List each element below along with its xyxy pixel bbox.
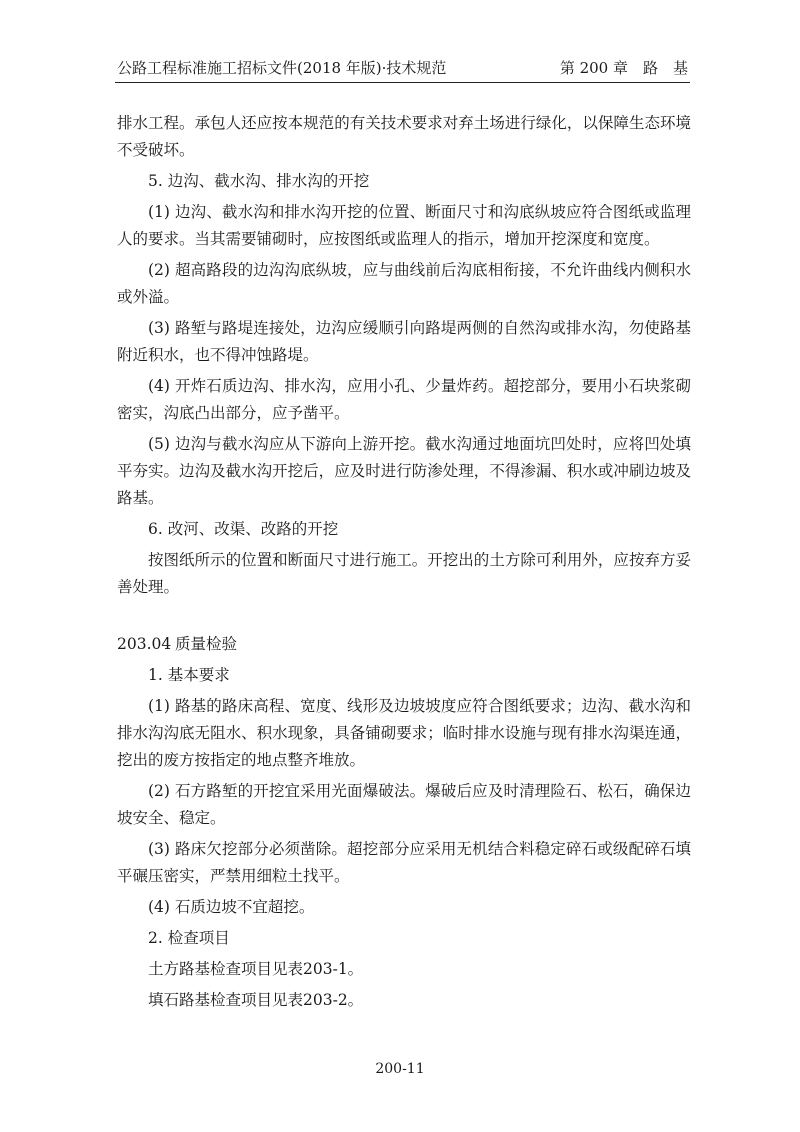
subheading-2: 2. 检查项目 xyxy=(148,929,230,947)
requirement-1: (1) 路基的路床高程、宽度、线形及边坡坡度应符合图纸要求；边沟、截水沟和排水沟沟底无阻水、积水现象，具备铺砌要求；临时排水设施与现有排水沟渠连通，挖出的废方按指定的地点整齐堆放。 xyxy=(117,697,691,769)
subheading-5: 5. 边沟、截水沟、排水沟的开挖 xyxy=(148,172,370,190)
subheading-6: 6. 改河、改渠、改路的开挖 xyxy=(148,520,339,538)
check-item-2: 填石路基检查项目见表203-2。 xyxy=(148,991,364,1009)
section-heading xyxy=(117,631,691,658)
item-6-1: 按图纸所示的位置和断面尺寸进行施工。开挖出的土方除可利用外，应按弃方妥善处理。 xyxy=(117,551,691,596)
requirement-3: (3) 路床欠挖部分必须凿除。超挖部分应采用无机结合料稳定碎石或级配碎石填平碾压密实，严禁用细粒土找平。 xyxy=(117,840,691,885)
item-5-2: (2) 超高路段的边沟沟底纵坡，应与曲线前后沟底相衔接，不允许曲线内侧积水或外溢。 xyxy=(117,261,691,306)
section-title: 质量检验 xyxy=(175,635,238,653)
item-5-4: (4) 开炸石质边沟、排水沟，应用小孔、少量炸药。超挖部分，要用小石块浆砌密实，沟底凸出部分，应予凿平。 xyxy=(117,377,691,422)
requirement-2: (2) 石方路堑的开挖宜采用光面爆破法。爆破后应及时清理险石、松石，确保边坡安全、稳定。 xyxy=(117,782,691,827)
page-number: 200-11 xyxy=(375,1061,425,1077)
header-rule xyxy=(115,82,690,83)
item-5-3: (3) 路堑与路堤连接处，边沟应缓顺引向路堤两侧的自然沟或排水沟，勿使路基附近积水，也不得冲蚀路堤。 xyxy=(117,319,691,364)
check-item-1: 土方路基检查项目见表203-1。 xyxy=(148,960,364,978)
item-5-1: (1) 边沟、截水沟和排水沟开挖的位置、断面尺寸和沟底纵坡应符合图纸或监理人的要求。当其需要铺砌时，应按图纸或监理人的指示，增加开挖深度和宽度。 xyxy=(117,203,691,248)
section-number: 203.04 xyxy=(117,635,172,653)
header-document-title: 公路工程标准施工招标文件(2018 年版)·技术规范 xyxy=(117,59,447,77)
requirement-4: (4) 石质边坡不宜超挖。 xyxy=(148,898,315,916)
subheading-1: 1. 基本要求 xyxy=(148,666,230,684)
paragraph-continuation: 排水工程。承包人还应按本规范的有关技术要求对弃土场进行绿化，以保障生态环境不受破坏。 xyxy=(117,114,691,159)
header-chapter-title: 第 200 章 路 基 xyxy=(559,59,688,77)
item-5-5: (5) 边沟与截水沟应从下游向上游开挖。截水沟通过地面坑凹处时，应将凹处填平夯实。边沟及截水沟开挖后，应及时进行防渗处理，不得渗漏、积水或冲刷边坡及路基。 xyxy=(117,435,691,507)
page-content xyxy=(117,110,691,1014)
